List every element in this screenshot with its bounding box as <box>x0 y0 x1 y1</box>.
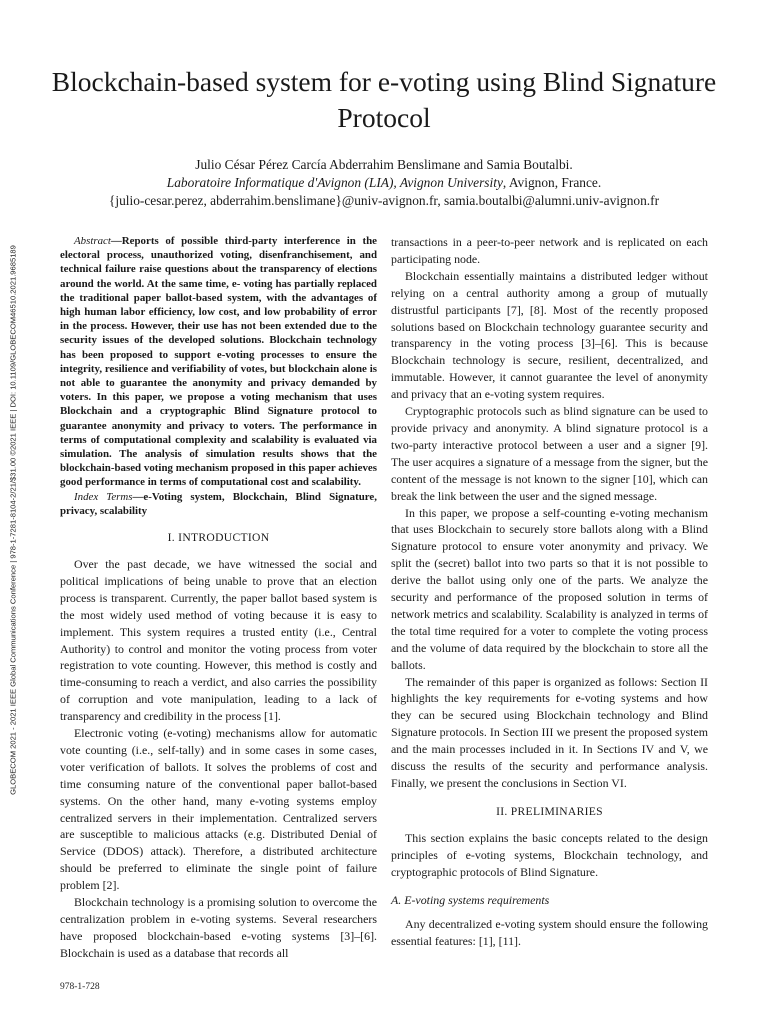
subsection-heading: A. E-voting systems requirements <box>391 892 550 907</box>
paragraph: Cryptographic protocols such as blind signature can be used to provide privacy and anonymity. A blind signature protocol is a two-party interactive protocol between a user and a signer [9]. The user acquires a signature of a message from the signer, but the content of the message is not known to the signer [10], which can break the link between the user and the signed message. <box>391 404 708 503</box>
section-heading-introduction: I. INTRODUCTION <box>167 531 270 545</box>
paragraph: The remainder of this paper is organized as follows: Section II highlights the key requirements for e-voting systems and how they can be secured using Blockchain technology and Blind Signature protocols. In Section III we present the proposed system and the main processes included in it. In Sections IV and V, we discuss the results of the security and performance analysis. Finally, we present the conclusions in Section VI. <box>391 674 708 790</box>
left-column <box>60 234 377 962</box>
paragraph: Any decentralized e-voting system should ensure the following essential features: [1], [11]. <box>391 917 708 949</box>
author-affiliation <box>40 174 728 192</box>
abstract-lead: Abstract <box>74 235 111 247</box>
abstract <box>60 234 377 490</box>
section-heading-preliminaries: II. PRELIMINARIES <box>496 804 603 818</box>
page-footer: 978-1-728 <box>60 982 100 992</box>
paragraph: This section explains the basic concepts related to the design principles of e-voting systems, Blockchain technology, and cryptographic protocols of Blind Signature. <box>391 830 708 879</box>
paragraph: Over the past decade, we have witnessed the social and political implications of being unable to prove that an election process is transparent. Currently, the paper ballot based system is the most widely used method of voting because it is easy to implement. This system requires a trusted entity (i.e., Central Authority) to control and monitor the voting process from voter registration to vote counting. However, this method is costly and time-consuming to reach a verdict, and also carries the possibility of corruption and vote manipulation, leading to a lack of transparency and credibility in the process [1]. <box>60 556 377 724</box>
side-copyright-strip <box>6 80 20 960</box>
paper-title: Blockchain-based system for e-voting using Blind Signature Protocol <box>51 66 717 133</box>
abstract-text: —Reports of possible third-party interference in the electoral process, unauthorized voting, disenfranchisement, and technical failure raise questions about the transparency of elections around the world. At the same time, e- voting has partially replaced the traditional paper ballot-based system, with the advantages of high human labor efficiency, low cost, and low probability of error in the process. However, their use has not been extended due to the security issues of the developed solutions. Blockchain technology has been proposed to support e-voting processes to ensure the integrity, resilience and verifiability of votes, but blockchain alone is not able to guarantee the anonymity and privacy demanded by voters. In this paper, we propose a voting mechanism that uses Blockchain and a cryptographic Blind Signature protocol to guarantee anonymity and privacy to voters. The performance in terms of computational complexity and scalability is evaluated via simulation. The analysis of simulation results shows that the blockchain-based voting mechanism proposed in this paper achieves good performance in terms of computational cost and scalability. <box>60 235 377 489</box>
author-block <box>40 156 728 210</box>
paragraph-continued: transactions in a peer-to-peer network and is replicated on each participating node. <box>391 235 708 266</box>
paragraph: Blockchain essentially maintains a distributed ledger without relying on a central authority among a group of mutually distrustful participants [7], [8]. Most of the recently proposed solutions based on Blockchain technology guarantee security and transparency in the voting process [3]–[6]. This is because Blockchain technology is secure, resilient, decentralized, and immutable. However, it cannot guarantee the level of anonymity and privacy that an e-voting system requires. <box>391 268 708 402</box>
index-terms-lead: Index Terms <box>74 490 133 503</box>
author-emails: {julio-cesar.perez, abderrahim.benslimane}@univ-avignon.fr, samia.boutalbi@alumni.univ-avignon.fr <box>108 193 660 208</box>
index-terms <box>60 490 377 518</box>
paragraph: Blockchain technology is a promising solution to overcome the centralization problem in e-voting systems. Several researchers have proposed blockchain-based e-voting systems [3]–[6]. Blockchain is used as a database that records all <box>60 895 377 960</box>
paragraph: Electronic voting (e-voting) mechanisms allow for automatic vote counting (i.e., self-tally) and in some cases in some cases, voter verification of ballots. It solves the problems of cost and time consuming nature of the conventional paper ballot-based systems. On the other hand, many e-voting systems employ centralized servers in their implementation. Centralized servers are susceptible to malicious attacks (e.g. Distributed Denial of Service (DDOS) attack). Therefore, a distributed architecture should be preferred to eliminate the single point of failure problem [2]. <box>60 726 377 893</box>
affiliation-location: , Avignon, France. <box>502 175 602 190</box>
side-copyright-text: GLOBECOM 2021 - 2021 IEEE Global Communications Conference | 978-1-7281-8104-2/21/$31.00 ©2021 IEEE | DOI: 10.1109/GLOBECOM46510.2021.9685189 <box>8 245 18 795</box>
affiliation-lab: Laboratoire Informatique d'Avignon (LIA), Avignon University <box>166 175 503 190</box>
paragraph: In this paper, we propose a self-counting e-voting mechanism that uses Blockchain to securely store ballots along with a Blind Signature protocol to ensure voter anonymity and privacy. We split the (secret) ballot into two parts so that it is not possible to derive the ballot using only one of the parts. We analyze the security and performance of the proposed solution in terms of network metrics and scalability. Scalability is analyzed in terms of the total time required for a voter to complete the voting process and the volume of data required by the blockchain to store all the ballots. <box>391 505 708 672</box>
index-terms-text: —e-Voting system, Blockchain, Blind Signature, privacy, scalability <box>60 490 377 517</box>
author-names: Julio César Pérez Carcía Abderrahim Benslimane and Samia Boutalbi. <box>195 157 573 172</box>
right-column <box>391 234 708 950</box>
